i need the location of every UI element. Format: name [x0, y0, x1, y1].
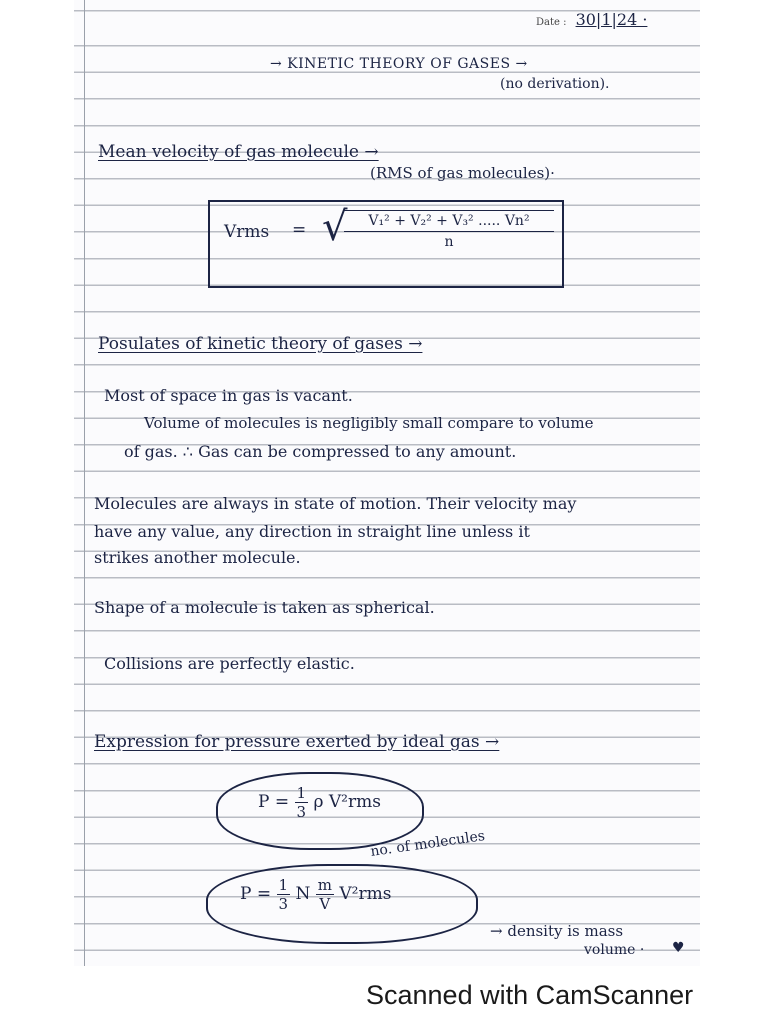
formula-1-num: 1 — [296, 784, 307, 802]
formula-1-frac — [295, 784, 309, 821]
formula-2-p: P = — [240, 884, 272, 904]
camscanner-watermark: Scanned with CamScanner — [366, 980, 694, 1010]
page-subtitle: (no derivation). — [500, 76, 610, 92]
formula-2-mden: V — [319, 895, 331, 913]
formula-2-n: N — [295, 884, 311, 904]
formula-2-mnum: m — [317, 876, 332, 894]
postulate-2-cont2: strikes another molecule. — [94, 548, 301, 567]
postulates-heading: Posulates of kinetic theory of gases → — [98, 334, 423, 354]
rms-numerator: V₁² + V₂² + V₃² ..... Vn² — [344, 213, 554, 232]
rms-lhs: Vrms — [224, 222, 270, 242]
date-label: Date : — [536, 17, 567, 28]
formula-2 — [240, 876, 391, 913]
postulate-1-cont: Volume of molecules is negligibly small compare to volume — [144, 414, 594, 432]
rms-denominator: n — [444, 234, 454, 250]
mean-velocity-heading: Mean velocity of gas molecule → — [98, 142, 379, 162]
formula-1-rest: ρ V²rms — [313, 792, 381, 812]
formula-2-num: 1 — [278, 876, 289, 894]
formula-1-den: 3 — [296, 803, 307, 821]
postulate-1: Most of space in gas is vacant. — [104, 386, 353, 405]
rms-formula-box — [208, 200, 564, 288]
formula-2-den: 3 — [278, 895, 289, 913]
density-note: → density is mass — [490, 922, 624, 940]
formula-2-mfrac — [316, 876, 334, 913]
formula-1-p: P = — [258, 792, 290, 812]
rms-note: (RMS of gas molecules)· — [370, 164, 555, 182]
date — [536, 10, 647, 29]
rms-equals: = — [292, 220, 307, 240]
date-value: 30|1|24 · — [575, 10, 648, 29]
formula-1 — [258, 784, 381, 821]
margin-line — [84, 0, 85, 966]
postulate-2: Molecules are always in state of motion. Their velocity may — [94, 494, 577, 513]
notebook-page — [74, 0, 700, 966]
page-title: → KINETIC THEORY OF GASES → — [270, 56, 528, 72]
postulate-4: Collisions are perfectly elastic. — [104, 654, 355, 673]
volume-note: volume · — [584, 942, 645, 958]
postulate-3: Shape of a molecule is taken as spherical. — [94, 598, 435, 617]
rms-fraction — [344, 210, 554, 250]
heart-icon: ♥ — [672, 940, 685, 956]
postulate-2-cont: have any value, any direction in straight line unless it — [94, 522, 530, 541]
postulate-1-cont2: of gas. ∴ Gas can be compressed to any amount. — [124, 442, 517, 461]
molecules-note: no. of molecules — [369, 828, 486, 860]
formula-2-rest: V²rms — [339, 884, 392, 904]
pressure-heading: Expression for pressure exerted by ideal gas → — [94, 732, 500, 752]
sqrt-sign: √ — [322, 204, 348, 250]
formula-2-frac — [277, 876, 291, 913]
